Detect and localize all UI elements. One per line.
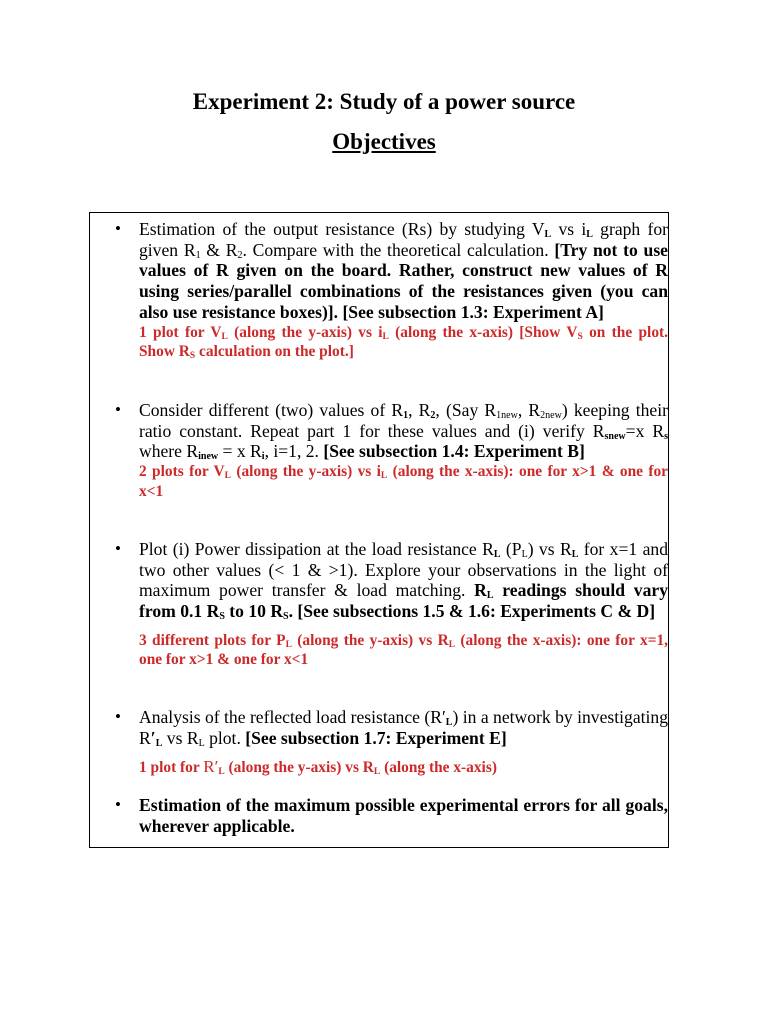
plot-requirement: 2 plots for VL (along the y-axis) vs iL (along the x-axis): one for x>1 & one for x<1 (139, 463, 668, 500)
bullet-icon: • (115, 707, 121, 726)
page-title: Experiment 2: Study of a power source (192, 89, 576, 114)
plot-requirement: 3 different plots for PL (along the y-axis) vs RL (along the x-axis): one for x=1, one for x>1 & one for x<1 (139, 631, 669, 669)
objective-text: Consider different (two) values of R1, R2, (Say R1new, R2new) keeping their ratio constant. Repeat part 1 for these values and (i) verify Rsnew=x Rs where Rinew = x Ri, i=1, 2. [See subsection 1.4: Experiment B] (139, 400, 668, 463)
objective-item (115, 539, 669, 670)
objective-item (115, 795, 668, 836)
bullet-icon: • (115, 400, 121, 419)
objectives-box (89, 212, 669, 848)
objective-text: Plot (i) Power dissipation at the load resistance RL (PL) vs RL for x=1 and two other values (< 1 & >1). Explore your observations in the light of maximum power transfer & load matching. RL readings should vary from 0.1 RS to 10 RS. [See subsections 1.5 & 1.6: Experiments C & D] (139, 539, 668, 623)
objective-item (115, 400, 668, 501)
objective-text: Estimation of the maximum possible experimental errors for all goals, wherever applicable. (139, 795, 668, 836)
bullet-icon: • (115, 795, 121, 814)
plot-requirement: 1 plot for R′L (along the y-axis) vs RL (along the x-axis) (139, 757, 497, 778)
objective-text: Analysis of the reflected load resistance (R′L) in a network by investigating R′L vs RL plot. [See subsection 1.7: Experiment E] (139, 707, 668, 749)
plot-requirement: 1 plot for VL (along the y-axis) vs iL (along the x-axis) [Show VS on the plot. Show RS calculation on the plot.] (139, 323, 668, 362)
bullet-icon: • (115, 539, 121, 558)
bullet-icon: • (115, 219, 121, 238)
objective-item (115, 219, 668, 362)
objective-text: Estimation of the output resistance (Rs) by studying VL vs iL graph for given R1 & R2. Compare with the theoretical calculation. [Try not to use values of R given on the board. Rather, construct new values of R using series/parallel combinations of the resistances given (you can also use resistance boxes)]. [See subsection 1.3: Experiment A] (139, 219, 668, 322)
section-heading: Objectives (332, 129, 436, 154)
objective-item (115, 707, 668, 778)
